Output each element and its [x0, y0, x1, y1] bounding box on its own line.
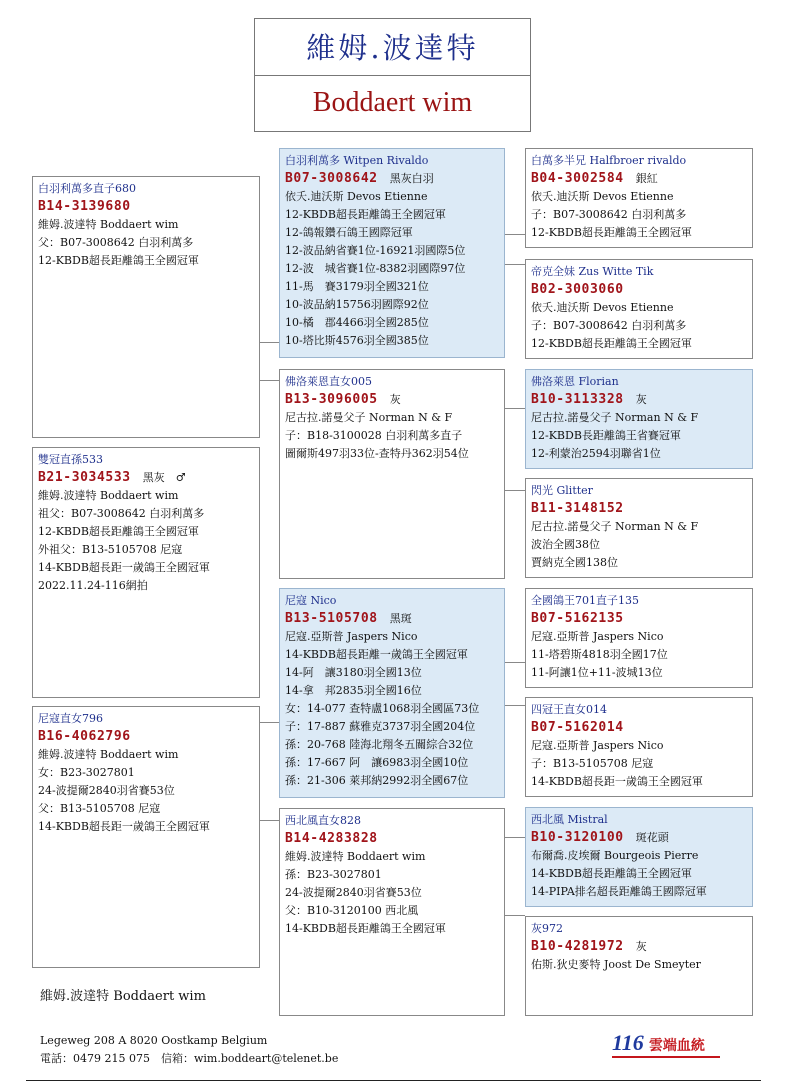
feather-color: 黑灰 ♂ [142, 471, 186, 484]
info-line: 14-KBDB超長距一歲鴿王全國冠軍 [531, 775, 703, 788]
granddam-maternal-card [279, 808, 505, 1016]
ring-number: B16-4062796 [38, 729, 131, 744]
footer-contact: 電話：0479 215 075 信箱：wim.boddeart@telenet.be [40, 1052, 339, 1065]
bird-name: 全國鴿王701直子135 [531, 594, 639, 607]
footer-address-block [40, 1032, 338, 1068]
info-line: 子：17-887 蘇雅克3737羽全國204位 [285, 720, 476, 733]
bird-name: 佛洛萊恩直女005 [285, 375, 372, 388]
ring-number: B10-3120100 斑花頭 [531, 830, 669, 845]
info-line: 子：B07-3008642 白羽利萬多 [531, 208, 687, 221]
bird-name: 帝克全妹 Zus Witte Tik [531, 265, 654, 278]
info-line: 尼寇.亞斯普 Jaspers Nico [285, 630, 418, 643]
ring-number: B10-3113328 灰 [531, 392, 647, 407]
footer-owner: 維姆.波達特 Boddaert wim [40, 989, 206, 1004]
feather-color: 灰 [635, 393, 647, 406]
ggp-card-2 [525, 259, 753, 359]
sire-card [32, 176, 260, 438]
connector [504, 662, 525, 663]
info-line: 子：B13-5105708 尼寇 [531, 757, 654, 770]
info-line: 11-馬 賽3179羽全國321位 [285, 280, 429, 293]
owner-chinese-name: 維姆.波達特 [255, 19, 530, 76]
ggp-card-7 [525, 807, 753, 907]
info-line: 父：B13-5105708 尼寇 [38, 802, 161, 815]
info-line: 12-KBDB長距離鴿王省賽冠軍 [531, 429, 681, 442]
pedigree-header [254, 18, 531, 132]
info-line: 10-波品納15756羽國際92位 [285, 298, 429, 311]
connector [504, 408, 525, 409]
logo-text: 雲端血統 [648, 1038, 705, 1054]
connector [504, 490, 525, 491]
info-line: 12-KBDB超長距離鴿王全國冠軍 [531, 226, 692, 239]
info-line: 11-塔碧斯4818羽全國17位 [531, 648, 668, 661]
info-line: 12-波品納省賽1位-16921羽國際5位 [285, 244, 466, 257]
info-line: 尼寇.亞斯普 Jaspers Nico [531, 739, 664, 752]
feather-color: 黑斑 [389, 612, 412, 625]
info-line: 12-鴿報鑽石鴿王國際冠軍 [285, 226, 413, 239]
info-line: 波治全國38位 [531, 538, 600, 551]
connector [259, 342, 279, 343]
info-line: 布爾喬.皮埃爾 Bourgeois Pierre [531, 849, 699, 862]
info-line: 父：B07-3008642 白羽利萬多 [38, 236, 194, 249]
ring-number: B07-3008642 黑灰白羽 [285, 171, 434, 186]
connector [504, 705, 525, 706]
info-line: 12-利蒙治2594羽聯省1位 [531, 447, 661, 460]
info-line: 女：B23-3027801 [38, 766, 135, 779]
info-line: 孫：20-768 陸海北翔冬五關綜合32位 [285, 738, 474, 751]
info-line: 依夭.迪沃斯 Devos Etienne [531, 301, 674, 314]
info-line: 12-波 城省賽1位-8382羽國際97位 [285, 262, 466, 275]
brand-logo [612, 1030, 727, 1060]
grandsire-paternal-card [279, 148, 505, 358]
info-line: 孫：B23-3027801 [285, 868, 382, 881]
bird-name: 四冠王直女014 [531, 703, 607, 716]
bird-name: 西北風直女828 [285, 814, 361, 827]
owner-english-name: Boddaert wim [312, 87, 473, 118]
ggp-card-1 [525, 148, 753, 248]
ggp-card-5 [525, 588, 753, 688]
info-line: 子：B07-3008642 白羽利萬多 [531, 319, 687, 332]
ring-number: B04-3002584 銀紅 [531, 171, 658, 186]
dam-card [32, 706, 260, 968]
bird-name: 佛洛萊恩 Florian [531, 375, 619, 388]
info-line: 14-KBDB超長距離鴿王全國冠軍 [285, 922, 446, 935]
bottom-rule [26, 1080, 761, 1081]
bird-name: 白羽利萬多 Witpen Rivaldo [285, 154, 429, 167]
ring-number: B14-4283828 [285, 831, 378, 846]
granddam-paternal-card [279, 369, 505, 579]
ggp-card-6 [525, 697, 753, 797]
bird-name: 閃光 Glitter [531, 484, 593, 497]
ring-number: B02-3003060 [531, 282, 624, 297]
connector [259, 820, 279, 821]
footer-address: Legeweg 208 A 8020 Oostkamp Belgium [40, 1034, 268, 1047]
info-line: 14-KBDB超長距離一歲鴿王全國冠軍 [285, 648, 468, 661]
info-line: 10-塔比斯4576羽全國385位 [285, 334, 429, 347]
feather-color: 銀紅 [635, 172, 658, 185]
subject-card [32, 447, 260, 698]
ring-number: B07-5162135 [531, 611, 624, 626]
ring-number: B13-5105708 黑斑 [285, 611, 412, 626]
feather-color: 灰 [389, 393, 401, 406]
info-line: 依夭.迪沃斯 Devos Etienne [285, 190, 428, 203]
info-line: 祖父：B07-3008642 白羽利萬多 [38, 507, 205, 520]
bird-name: 白萬多半兄 Halfbroer rivaldo [531, 154, 687, 167]
connector [504, 234, 525, 235]
logo-underline [612, 1056, 720, 1058]
bird-name: 白羽利萬多直子680 [38, 182, 136, 195]
info-line: 尼寇.亞斯普 Jaspers Nico [531, 630, 664, 643]
info-line: 孫：21-306 萊邦納2992羽全國67位 [285, 774, 469, 787]
feather-color: 斑花頭 [635, 831, 669, 844]
info-line: 圖爾斯497羽33位-查特丹362羽54位 [285, 447, 469, 460]
ggp-card-8 [525, 916, 753, 1016]
info-line: 依夭.迪沃斯 Devos Etienne [531, 190, 674, 203]
info-line: 子：B18-3100028 白羽利萬多直子 [285, 429, 463, 442]
ggp-card-3 [525, 369, 753, 469]
info-line: 12-KBDB超長距離鴿王全國冠軍 [285, 208, 446, 221]
ring-number: B13-3096005 灰 [285, 392, 401, 407]
bird-name: 西北風 Mistral [531, 813, 608, 826]
bird-name: 尼寇直女796 [38, 712, 103, 725]
info-line: 14-KBDB超長距離鴿王全國冠軍 [531, 867, 692, 880]
info-line: 24-波提爾2840羽省賽53位 [38, 784, 175, 797]
info-line: 維姆.波達特 Boddaert wim [38, 489, 179, 502]
info-line: 孫：17-667 阿 讓6983羽全國10位 [285, 756, 469, 769]
info-line: 14-阿 讓3180羽全國13位 [285, 666, 422, 679]
ring-number: B11-3148152 [531, 501, 624, 516]
info-line: 2022.11.24-116網拍 [38, 579, 148, 592]
info-line: 12-KBDB超長距離鴿王全國冠軍 [38, 525, 199, 538]
info-line: 24-波提爾2840羽省賽53位 [285, 886, 422, 899]
info-line: 女：14-077 查特盧1068羽全國區73位 [285, 702, 480, 715]
info-line: 12-KBDB超長距離鴿王全國冠軍 [531, 337, 692, 350]
info-line: 父：B10-3120100 西北風 [285, 904, 419, 917]
connector [504, 264, 525, 265]
ring-number: B07-5162014 [531, 720, 624, 735]
feather-color: 黑灰白羽 [389, 172, 434, 185]
bird-name: 灰972 [531, 922, 563, 935]
ring-number: B10-4281972 灰 [531, 939, 647, 954]
connector [259, 380, 279, 381]
info-line: 11-阿讓1位+11-波城13位 [531, 666, 663, 679]
info-line: 維姆.波達特 Boddaert wim [38, 748, 179, 761]
info-line: 維姆.波達特 Boddaert wim [285, 850, 426, 863]
info-line: 12-KBDB超長距離鴿王全國冠軍 [38, 254, 199, 267]
ring-number: B21-3034533 黑灰 ♂ [38, 470, 186, 485]
info-line: 14-KBDB超長距一歲鴿王全國冠軍 [38, 820, 210, 833]
connector [504, 837, 525, 838]
info-line: 尼古拉.諾曼父子 Norman N & F [531, 411, 699, 424]
grandsire-maternal-card [279, 588, 505, 798]
info-line: 10-橘 郡4466羽全國285位 [285, 316, 429, 329]
info-line: 賈納克全國138位 [531, 556, 618, 569]
info-line: 14-拿 邦2835羽全國16位 [285, 684, 422, 697]
info-line: 維姆.波達特 Boddaert wim [38, 218, 179, 231]
ring-number: B14-3139680 [38, 199, 131, 214]
ggp-card-4 [525, 478, 753, 578]
bird-name: 雙冠直孫533 [38, 453, 103, 466]
info-line: 14-KBDB超長距一歲鴿王全國冠軍 [38, 561, 210, 574]
feather-color: 灰 [635, 940, 647, 953]
connector [259, 722, 279, 723]
logo-number: 116 [612, 1030, 644, 1055]
info-line: 尼古拉.諾曼父子 Norman N & F [531, 520, 699, 533]
info-line: 14-PIPA排名超長距離鴿王國際冠軍 [531, 885, 707, 898]
info-line: 尼古拉.諾曼父子 Norman N & F [285, 411, 453, 424]
bird-name: 尼寇 Nico [285, 594, 337, 607]
connector [504, 915, 525, 916]
info-line: 佑斯.狄史麥特 Joost De Smeyter [531, 958, 701, 971]
info-line: 外祖父：B13-5105708 尼寇 [38, 543, 183, 556]
